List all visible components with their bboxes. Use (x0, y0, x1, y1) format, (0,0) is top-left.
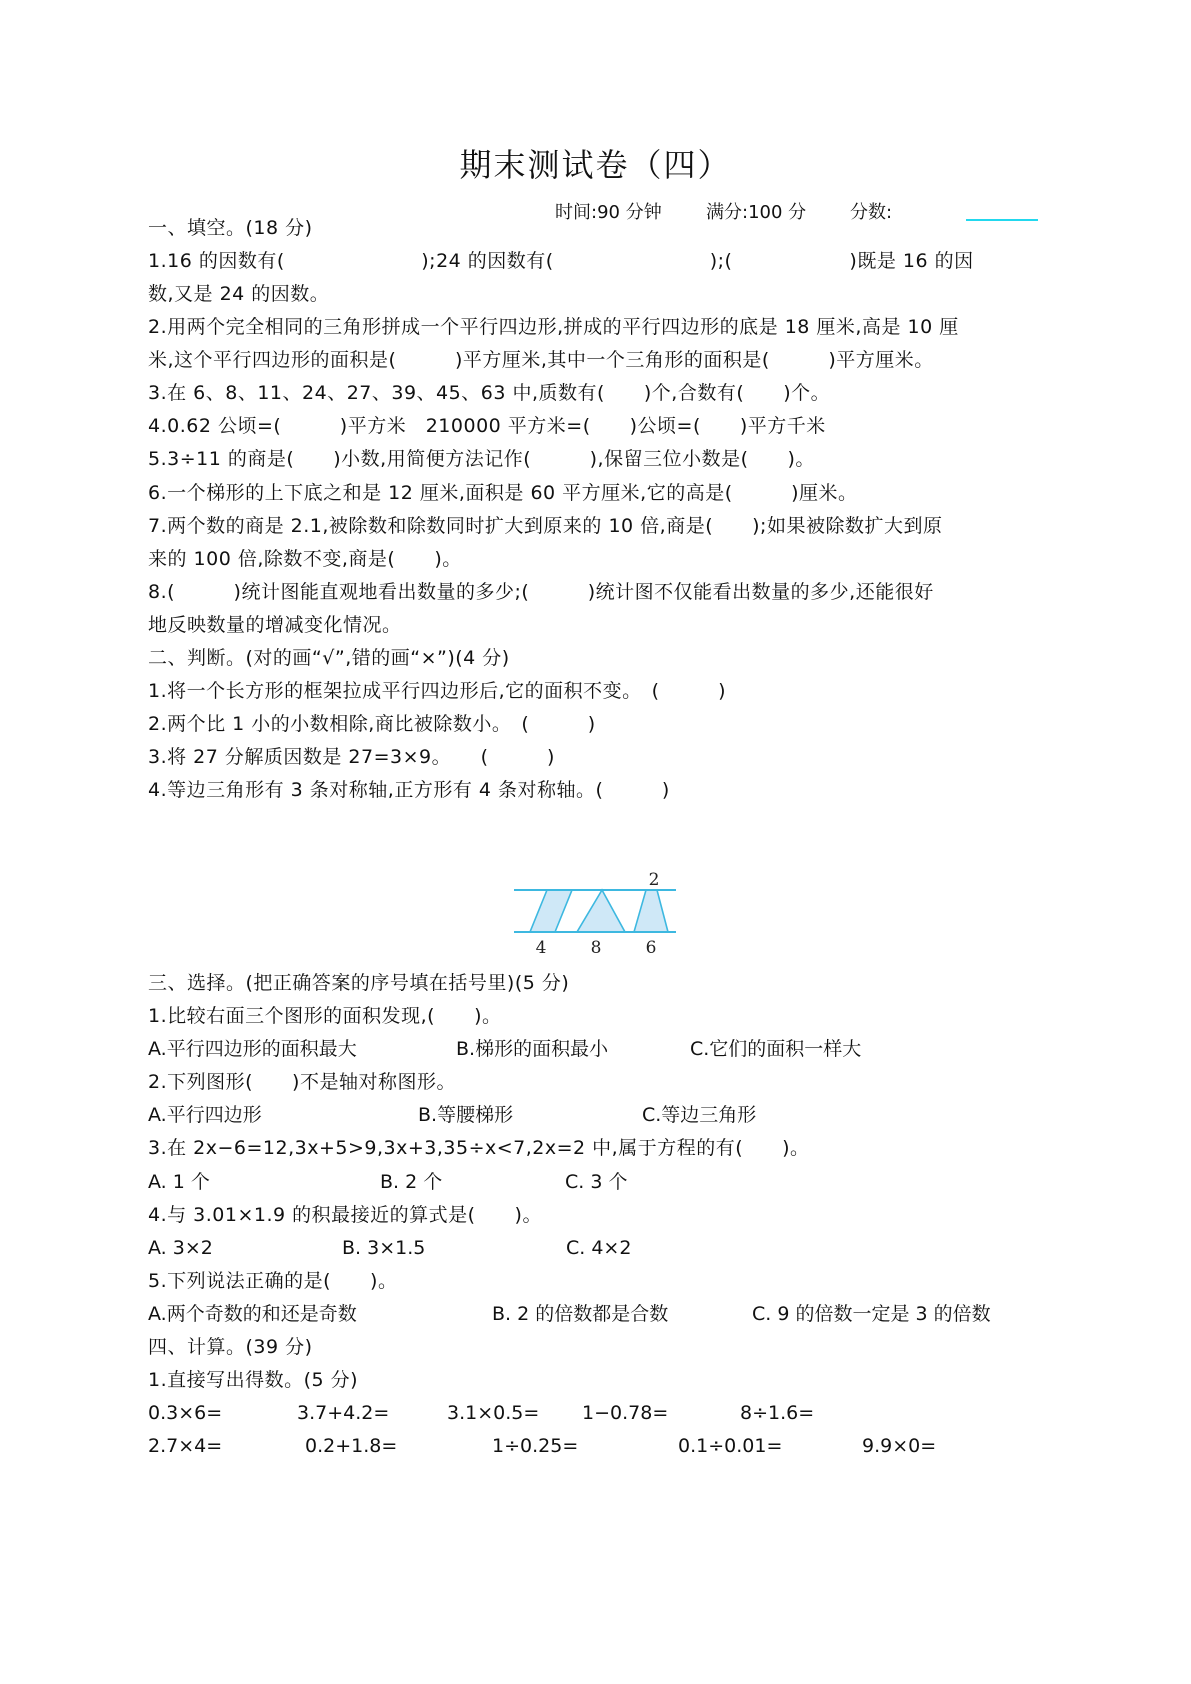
q2-option-a: A.平行四边形 (148, 1104, 262, 1126)
s1-line-8: 6.一个梯形的上下底之和是 12 厘米,面积是 60 平方厘米,它的高是( )厘米。 (148, 482, 858, 504)
s1-line-10: 来的 100 倍,除数不变,商是( )。 (148, 548, 462, 570)
q5-option-a: A.两个奇数的和还是奇数 (148, 1303, 357, 1325)
choice-q2: 2.下列图形( )不是轴对称图形。 (148, 1071, 456, 1093)
judge-item-1: 1.将一个长方形的框架拉成平行四边形后,它的面积不变。 ( ) (148, 680, 726, 702)
q4-option-b: B. 3×1.5 (342, 1237, 426, 1259)
q2-option-c: C.等边三角形 (642, 1104, 757, 1126)
q3-option-b: B. 2 个 (380, 1171, 443, 1193)
label-parallelogram-base: 4 (535, 938, 547, 958)
calc-r2-2: 0.2+1.8= (305, 1435, 398, 1457)
judge-item-2: 2.两个比 1 小的小数相除,商比被除数小。 ( ) (148, 713, 596, 735)
q2-option-b: B.等腰梯形 (418, 1104, 514, 1126)
time-limit: 时间:90 分钟 (555, 202, 662, 223)
q1-option-b: B.梯形的面积最小 (456, 1038, 609, 1060)
q5-option-b: B. 2 的倍数都是合数 (492, 1303, 669, 1325)
judge-item-4: 4.等边三角形有 3 条对称轴,正方形有 4 条对称轴。( ) (148, 779, 670, 801)
parallel-lines-shapes-diagram (500, 870, 700, 960)
q1-option-a: A.平行四边形的面积最大 (148, 1038, 357, 1060)
q4-option-c: C. 4×2 (566, 1237, 632, 1259)
calc-r2-4: 0.1÷0.01= (678, 1435, 783, 1457)
section4-heading: 四、计算。(39 分) (148, 1336, 313, 1358)
judge-item-3: 3.将 27 分解质因数是 27=3×9。 ( ) (148, 746, 555, 768)
s1-line-9: 7.两个数的商是 2.1,被除数和除数同时扩大到原来的 10 倍,商是( );如果被除数扩大到原 (148, 515, 943, 537)
choice-q1: 1.比较右面三个图形的面积发现,( )。 (148, 1005, 502, 1027)
s1-line-4: 米,这个平行四边形的面积是( )平方厘米,其中一个三角形的面积是( )平方厘米。 (148, 349, 934, 371)
score-blank-underline[interactable] (966, 219, 1038, 221)
calc-r1-1: 0.3×6= (148, 1402, 223, 1424)
calc-r1-5: 8÷1.6= (740, 1402, 815, 1424)
shapes-figure (500, 870, 700, 960)
full-score: 满分:100 分 (706, 202, 807, 223)
calc-r2-1: 2.7×4= (148, 1435, 223, 1457)
choice-q4: 4.与 3.01×1.9 的积最接近的算式是( )。 (148, 1204, 542, 1226)
trapezoid-shape (634, 890, 668, 932)
q1-option-c: C.它们的面积一样大 (690, 1038, 862, 1060)
section2-heading: 二、判断。(对的画“√”,错的画“×”)(4 分) (148, 647, 510, 669)
calc-r1-4: 1−0.78= (582, 1402, 669, 1424)
choice-q5: 5.下列说法正确的是( )。 (148, 1270, 398, 1292)
calc-r1-3: 3.1×0.5= (447, 1402, 540, 1424)
q3-option-a: A. 1 个 (148, 1171, 210, 1193)
choice-q3: 3.在 2x−6=12,3x+5>9,3x+3,35÷x<7,2x=2 中,属于方程的有( )。 (148, 1137, 810, 1159)
section3-heading: 三、选择。(把正确答案的序号填在括号里)(5 分) (148, 972, 570, 994)
score-label: 分数: (850, 202, 893, 223)
s1-line-7: 5.3÷11 的商是( )小数,用简便方法记作( ),保留三位小数是( )。 (148, 448, 815, 470)
label-trapezoid-top: 2 (648, 870, 660, 890)
s1-line-11: 8.( )统计图能直观地看出数量的多少;( )统计图不仅能看出数量的多少,还能很好 (148, 581, 934, 603)
s1-line-12: 地反映数量的增减变化情况。 (148, 614, 402, 636)
calc-r1-2: 3.7+4.2= (297, 1402, 390, 1424)
s1-line-1: 1.16 的因数有( );24 的因数有( );( )既是 16 的因 (148, 250, 974, 272)
triangle-shape (577, 890, 625, 932)
s1-line-2: 数,又是 24 的因数。 (148, 283, 330, 305)
calc-sub1-heading: 1.直接写出得数。(5 分) (148, 1369, 359, 1391)
label-triangle-base: 8 (590, 938, 602, 958)
parallelogram-shape (530, 890, 572, 932)
s1-line-3: 2.用两个完全相同的三角形拼成一个平行四边形,拼成的平行四边形的底是 18 厘米,高是 10 厘 (148, 316, 959, 338)
page-title: 期末测试卷（四） (459, 146, 732, 184)
s1-line-5: 3.在 6、8、11、24、27、39、45、63 中,质数有( )个,合数有( )个。 (148, 382, 831, 404)
q5-option-c: C. 9 的倍数一定是 3 的倍数 (752, 1303, 991, 1325)
calc-r2-3: 1÷0.25= (492, 1435, 579, 1457)
label-trapezoid-bottom: 6 (645, 938, 657, 958)
q4-option-a: A. 3×2 (148, 1237, 213, 1259)
q3-option-c: C. 3 个 (565, 1171, 628, 1193)
s1-line-6: 4.0.62 公顷=( )平方米 210000 平方米=( )公顷=( )平方千米 (148, 415, 826, 437)
section1-heading: 一、填空。(18 分) (148, 217, 313, 239)
calc-r2-5: 9.9×0= (862, 1435, 937, 1457)
